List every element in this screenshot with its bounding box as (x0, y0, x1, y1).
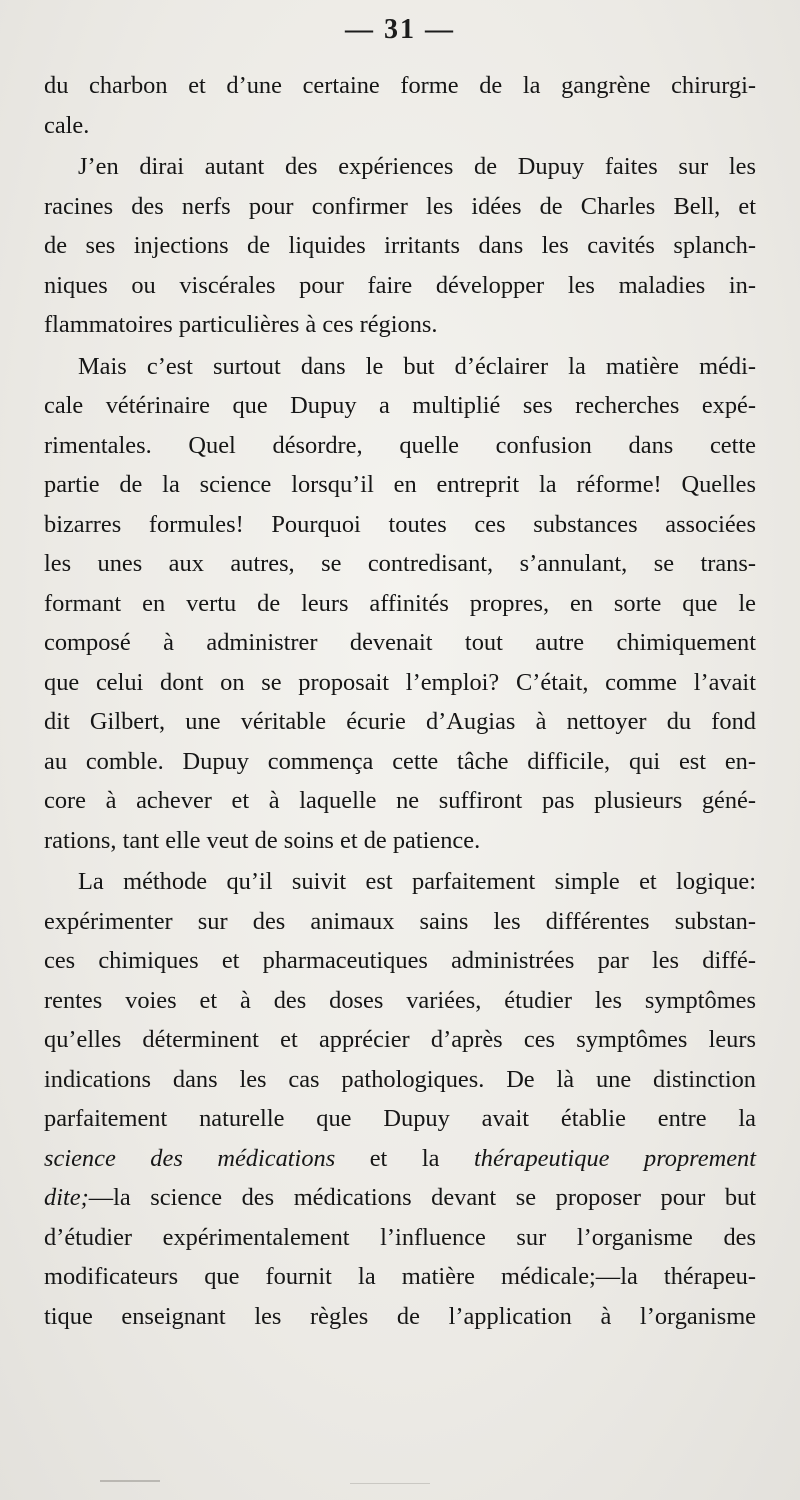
paragraph-3 (44, 347, 756, 861)
text-line: cale vétérinaire que Dupuy a multiplié ses recherches expé- (44, 392, 756, 419)
text-line: formant en vertu de leurs affinités propres, en sorte que le (44, 589, 756, 617)
text-line: Mais c’est surtout dans le but d’éclairer la matière médi- (78, 352, 756, 380)
text-line: qu’elles déterminent et apprécier d’après ces symptômes leurs (44, 1026, 756, 1053)
text-line: partie de la science lorsqu’il en entreprit la réforme! Quelles (44, 471, 756, 498)
text-line: niques ou viscérales pour faire développer les maladies in- (44, 271, 756, 299)
print-mark (350, 1483, 430, 1484)
text-line: core à achever et à laquelle ne suffiront pas plusieurs géné- (44, 787, 756, 814)
text-line: dit Gilbert, une véritable écurie d’Augias à nettoyer du fond (44, 708, 756, 735)
italic-term: dite; (44, 1184, 89, 1211)
paragraph-2 (44, 147, 756, 345)
page-number: — 31 — (345, 14, 455, 45)
text-line: rentes voies et à des doses variées, étudier les symptômes (44, 986, 756, 1014)
text-line: les unes aux autres, se contredisant, s’annulant, se trans- (44, 550, 756, 577)
paragraph-4 (44, 862, 756, 1336)
text-line: indications dans les cas pathologiques. De là une distinction (44, 1065, 756, 1093)
paragraph-1 (44, 66, 756, 145)
text-line: La méthode qu’il suivit est parfaitement simple et logique: (78, 868, 756, 895)
text-line: ces chimiques et pharmaceutiques administrées par les diffé- (44, 947, 756, 974)
italic-term: science des médications (44, 1144, 336, 1172)
text-line: parfaitement naturelle que Dupuy avait établie entre la (44, 1105, 756, 1132)
text-fragment: —la science des médications devant se proposer pour but (88, 1184, 756, 1211)
text-line: cale. (44, 111, 90, 139)
text-line: au comble. Dupuy commença cette tâche difficile, qui est en- (44, 747, 756, 775)
text-line: tique enseignant les règles de l’application à l’organisme (44, 1302, 756, 1330)
text-line: d’étudier expérimentalement l’influence sur l’organisme des (44, 1223, 756, 1251)
body-text (44, 66, 756, 1338)
print-mark (100, 1480, 160, 1482)
text-line: que celui dont on se proposait l’emploi? C’était, comme l’avait (44, 668, 756, 696)
text-line: modificateurs que fournit la matière médicale;—la thérapeu- (44, 1263, 756, 1290)
text-line: bizarres formules! Pourquoi toutes ces substances associées (44, 510, 756, 538)
text-line: rimentales. Quel désordre, quelle confusion dans cette (44, 431, 756, 459)
text-line: rations, tant elle veut de soins et de patience. (44, 826, 481, 854)
text-line: de ses injections de liquides irritants dans les cavités splanch- (44, 232, 756, 259)
text-line: J’en dirai autant des expériences de Dupuy faites sur les (78, 153, 756, 180)
text-line: racines des nerfs pour confirmer les idées de Charles Bell, et (44, 192, 756, 220)
text-line: du charbon et d’une certaine forme de la gangrène chirurgi- (44, 72, 756, 99)
text-line-with-italics (44, 1178, 756, 1218)
text-line: expérimenter sur des animaux sains les différentes substan- (44, 907, 756, 935)
text-line: flammatoires particulières à ces régions. (44, 311, 438, 338)
text-line: composé à administrer devenait tout autre chimiquement (44, 629, 756, 656)
italic-term: thérapeutique proprement (474, 1144, 756, 1172)
text-fragment: et la (335, 1144, 474, 1172)
text-line-with-italics (44, 1139, 756, 1179)
